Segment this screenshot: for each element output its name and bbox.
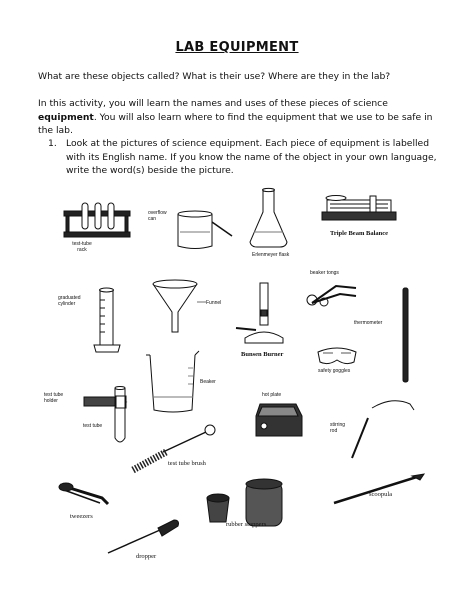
test-tube-rack-drawing (64, 203, 130, 237)
page-title: LAB EQUIPMENT (175, 40, 299, 55)
test-tube-drawing (115, 387, 125, 443)
stirring-rod-drawing (352, 401, 414, 458)
bunsen-burner-drawing (236, 283, 283, 343)
label-rubber-stoppers: rubber stoppers (226, 521, 267, 528)
label-tweezers: tweezers (70, 513, 93, 520)
activity-text-end: . You will also learn where to find the equipment that we use to be safe in the lab. (38, 111, 433, 136)
label-graduated-cylinder: graduated cylinder (58, 295, 81, 307)
beaker-drawing (146, 351, 199, 412)
label-scoopula: scoopula (369, 491, 393, 498)
label-test-tube: test tube (83, 423, 103, 429)
label-safety-goggles: safety goggles (318, 368, 351, 374)
label-beaker-tongs: beaker tongs (310, 270, 339, 276)
funnel-drawing (153, 280, 206, 332)
instruction-text: Look at the pictures of science equipment. Each piece of equipment is labelled with its English name. If you know the name of the object in your own language, write the word(s) beside the picture. (66, 138, 437, 176)
scoopula-drawing (334, 474, 424, 503)
tweezers-drawing (59, 483, 108, 504)
rubber-stoppers-drawing (207, 479, 282, 526)
safety-goggles-drawing (318, 348, 356, 364)
erlenmeyer-flask-drawing (250, 188, 287, 247)
label-test-tube-rack: test-tube rack (72, 241, 92, 253)
label-funnel: Funnel (206, 300, 222, 306)
beaker-tongs-drawing (307, 286, 356, 306)
label-stirring-rod: stirring rod (330, 422, 346, 434)
overflow-can-drawing (178, 211, 232, 249)
graduated-cylinder-drawing (94, 288, 120, 352)
label-test-tube-holder: test tube holder (44, 392, 64, 404)
label-test-tube-brush: test tube brush (168, 460, 206, 467)
triple-beam-balance-drawing (322, 196, 396, 221)
label-beaker: Beaker (200, 379, 216, 385)
label-bunsen-burner: Bunsen Burner (241, 351, 284, 358)
label-hot-plate: hot plate (262, 392, 282, 398)
thermometer-drawing (403, 288, 408, 382)
activity-text-bold: equipment (38, 111, 94, 123)
intro-questions: What are these objects called? What is their use? Where are they in the lab? (38, 71, 391, 82)
label-overflow-can: overflow can (148, 210, 167, 222)
label-dropper: dropper (136, 553, 157, 560)
hot-plate-drawing (256, 404, 302, 436)
label-triple-beam-balance: Triple Beam Balance (330, 230, 389, 237)
dropper-drawing (108, 520, 179, 553)
activity-text-start: In this activity, you will learn the names and uses of these pieces of science (38, 98, 388, 109)
instruction-number: 1. (48, 138, 57, 149)
label-thermometer: thermometer (354, 320, 383, 326)
label-erlenmeyer-flask: Erlenmeyer flask (252, 252, 290, 258)
test-tube-holder-drawing (84, 396, 126, 408)
